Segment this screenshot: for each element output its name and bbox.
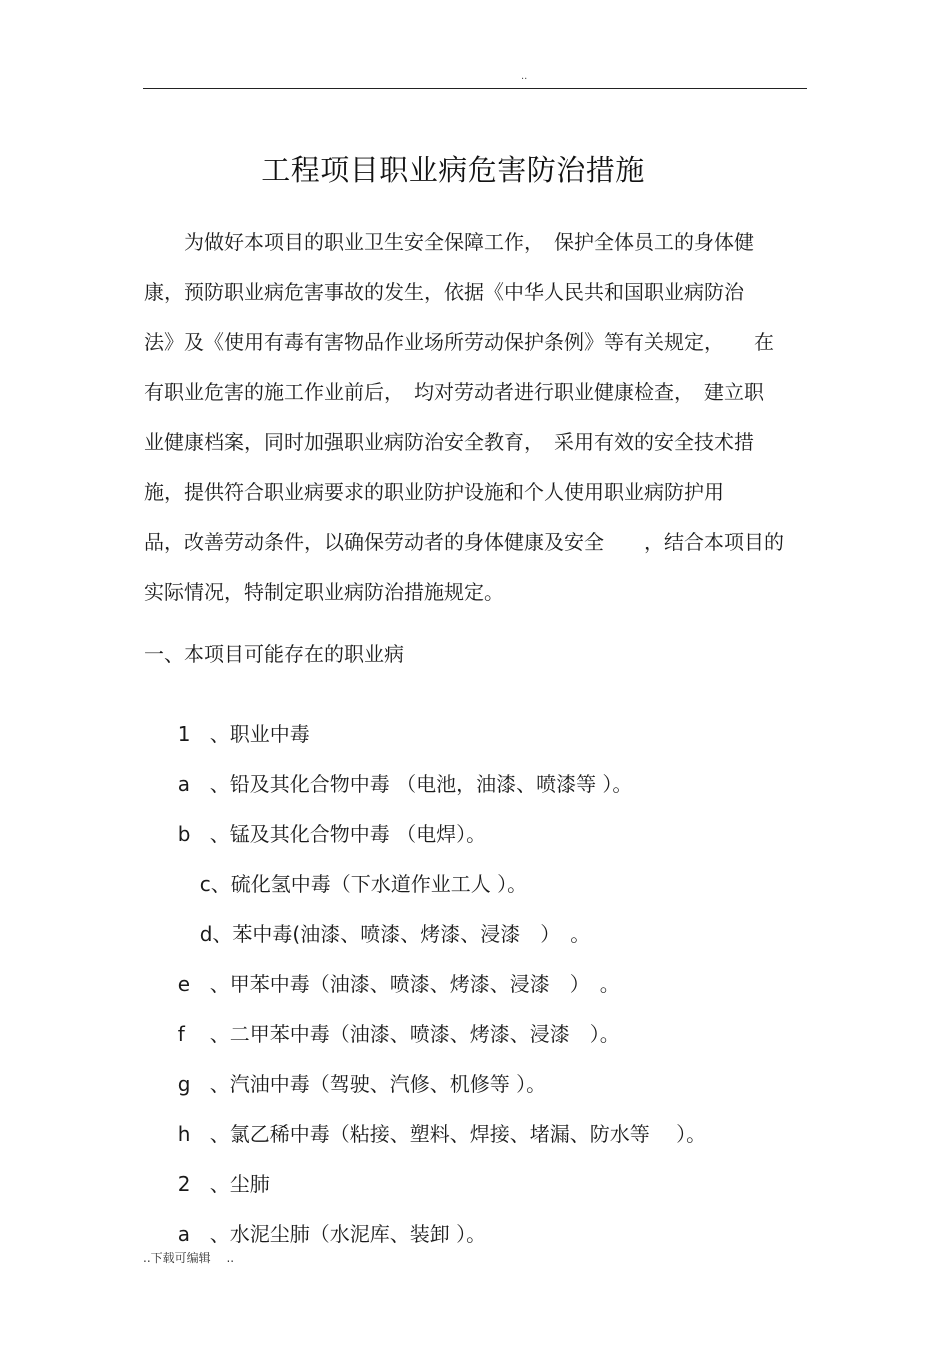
list-item [187, 839, 528, 896]
list-item-marker: b [177, 822, 191, 846]
list-item [165, 1039, 547, 1096]
list-item-text: 、二甲苯中毒（油漆、喷漆、烤漆、浸漆 ）。 [209, 1022, 620, 1046]
section-heading: 一、本项目可能存在的职业病 [144, 642, 404, 666]
list-item-text: 、汽油中毒（驾驶、汽修、机修等 ）。 [209, 1072, 547, 1096]
list-item-text: d、苯中毒(油漆、喷漆、烤漆、浸漆 ） 。 [199, 922, 591, 946]
list-item-text: 、尘肺 [209, 1172, 270, 1196]
document-title: 工程项目职业病危害防治措施 [261, 153, 645, 187]
list-item-text: 、铅及其化合物中毒 （电池，油漆、喷漆等 ）。 [209, 772, 633, 796]
list-item [165, 689, 310, 746]
list-item [165, 1139, 270, 1196]
list-item-text: 、水泥尘肺（水泥库、装卸 ）。 [209, 1222, 487, 1246]
list-item-marker: e [177, 972, 191, 996]
intro-line: 实际情况，特制定职业病防治措施规定。 [144, 580, 504, 604]
intro-line: 为做好本项目的职业卫生安全保障工作， 保护全体员工的身体健 [144, 230, 754, 254]
list-item [165, 1189, 487, 1246]
list-item [165, 1089, 707, 1146]
list-item [165, 789, 487, 846]
intro-line: 法》及《使用有毒有害物品作业场所劳动保护条例》等有关规定， 在 [144, 330, 774, 354]
header-mark: .. [521, 71, 528, 82]
list-item [187, 889, 591, 946]
list-item-marker: 2 [177, 1172, 191, 1196]
list-item-text: 、锰及其化合物中毒 （电焊）。 [209, 822, 487, 846]
list-item-text: 、甲苯中毒（油漆、喷漆、烤漆、浸漆 ） 。 [209, 972, 620, 996]
intro-line: 有职业危害的施工作业前后， 均对劳动者进行职业健康检查， 建立职 [144, 380, 764, 404]
intro-line: 康，预防职业病危害事故的发生，依据《中华人民共和国职业病防治 [144, 280, 744, 304]
list-item [165, 989, 620, 1046]
list-item-marker: a [177, 1222, 190, 1246]
header-rule [143, 88, 807, 89]
list-item-marker: a [177, 772, 190, 796]
list-item-marker: g [177, 1072, 191, 1096]
list-item-text: 、职业中毒 [209, 722, 310, 746]
footer-text: ..下载可编辑 .. [143, 1251, 235, 1265]
list-item-text: c、硫化氢中毒（下水道作业工人 ）。 [199, 872, 528, 896]
list-item-marker: h [177, 1122, 191, 1146]
list-item-marker: f [177, 1022, 185, 1046]
list-item [165, 939, 620, 996]
intro-line: 施，提供符合职业病要求的职业防护设施和个人使用职业病防护用 [144, 480, 724, 504]
intro-line: 品，改善劳动条件，以确保劳动者的身体健康及安全 ，结合本项目的 [144, 530, 784, 554]
list-item-text: 、氯乙稀中毒（粘接、塑料、焊接、堵漏、防水等 ）。 [209, 1122, 707, 1146]
intro-line: 业健康档案，同时加强职业病防治安全教育， 采用有效的安全技术措 [144, 430, 754, 454]
list-item-marker: 1 [177, 722, 191, 746]
list-item [165, 739, 633, 796]
